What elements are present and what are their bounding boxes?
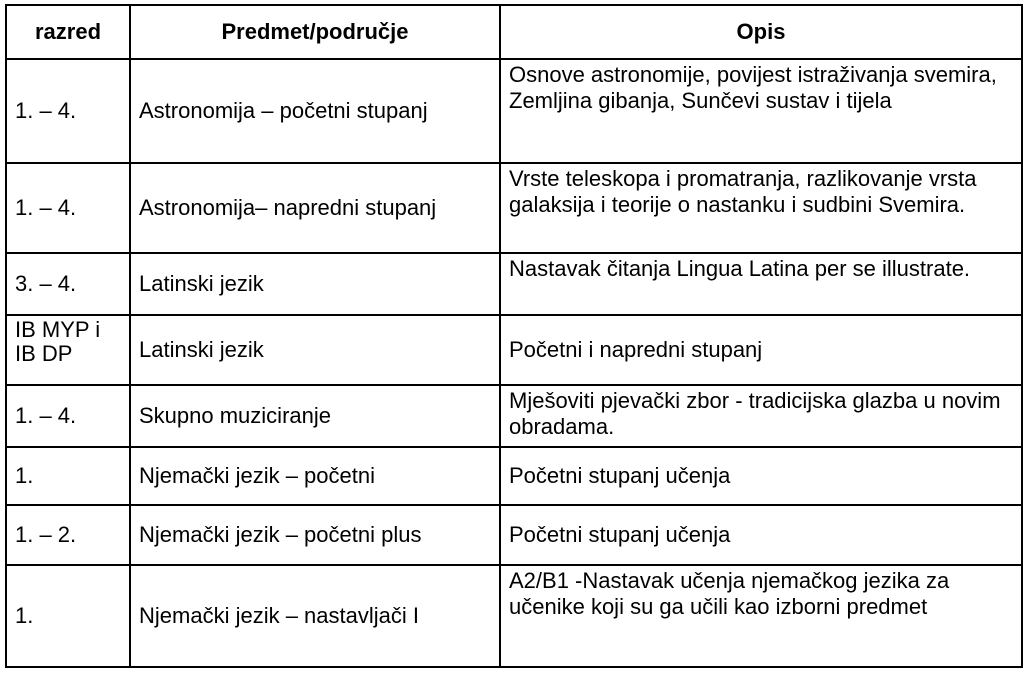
subject-cell: Njemački jezik – početni (130, 447, 500, 505)
description-cell: Početni stupanj učenja (500, 505, 1022, 565)
table-row (6, 253, 1022, 315)
grade-cell: 1. (6, 565, 130, 667)
header-description: Opis (500, 5, 1022, 59)
subject-cell: Astronomija – početni stupanj (130, 59, 500, 163)
table-row (6, 59, 1022, 163)
description-cell: Početni stupanj učenja (500, 447, 1022, 505)
courses-table (5, 4, 1023, 668)
description-cell: Osnove astronomije, povijest istraživanja svemira, Zemljina gibanja, Sunčevi sustav i tijela (500, 59, 1022, 163)
grade-cell: 3. – 4. (6, 253, 130, 315)
subject-cell: Latinski jezik (130, 315, 500, 385)
subject-cell: Njemački jezik – početni plus (130, 505, 500, 565)
description-cell: Mješoviti pjevački zbor - tradicijska glazba u novim obradama. (500, 385, 1022, 447)
subject-cell: Latinski jezik (130, 253, 500, 315)
grade-cell: 1. – 4. (6, 59, 130, 163)
grade-cell: IB MYP i IB DP (6, 315, 130, 385)
header-grade: razred (6, 5, 130, 59)
grade-cell: 1. – 2. (6, 505, 130, 565)
table-row (6, 315, 1022, 385)
description-cell: Vrste teleskopa i promatranja, razlikovanje vrsta galaksija i teorije o nastanku i sudbini Svemira. (500, 163, 1022, 253)
description-cell: Početni i napredni stupanj (500, 315, 1022, 385)
subject-cell: Skupno muziciranje (130, 385, 500, 447)
table-row (6, 385, 1022, 447)
header-subject: Predmet/područje (130, 5, 500, 59)
table-row (6, 163, 1022, 253)
subject-cell: Astronomija– napredni stupanj (130, 163, 500, 253)
description-cell: A2/B1 -Nastavak učenja njemačkog jezika za učenike koji su ga učili kao izborni predmet (500, 565, 1022, 667)
grade-cell: 1. – 4. (6, 385, 130, 447)
grade-cell: 1. (6, 447, 130, 505)
grade-cell: 1. – 4. (6, 163, 130, 253)
header-row (6, 5, 1022, 59)
table-row (6, 447, 1022, 505)
table-row (6, 565, 1022, 667)
subject-cell: Njemački jezik – nastavljači I (130, 565, 500, 667)
description-cell: Nastavak čitanja Lingua Latina per se illustrate. (500, 253, 1022, 315)
table-row (6, 505, 1022, 565)
